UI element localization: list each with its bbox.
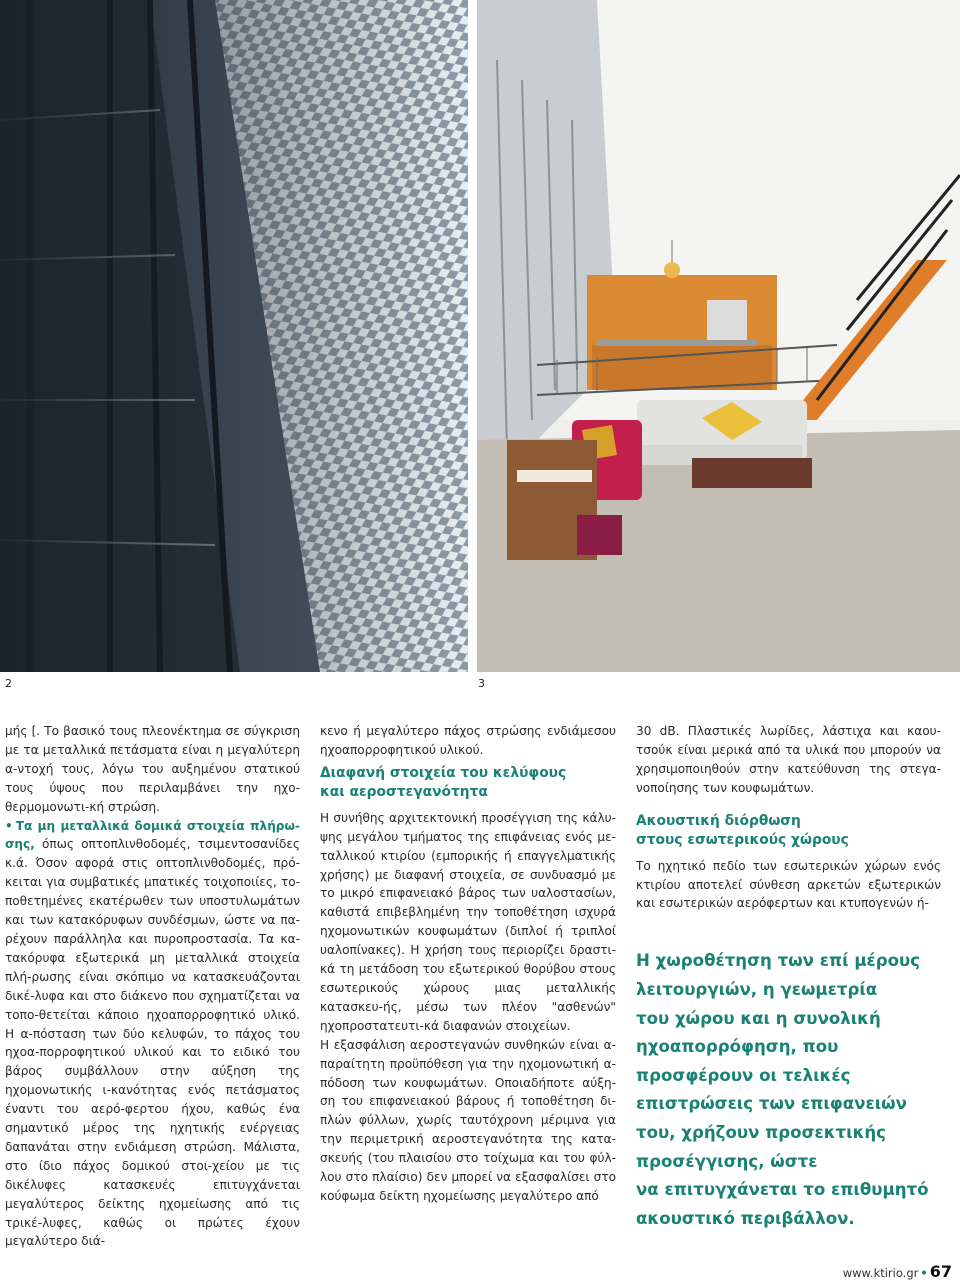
bullet-icon: • <box>920 1266 928 1280</box>
pull-quote-line: ακουστικό περιβάλλον. <box>636 1208 855 1228</box>
text-column-3 <box>636 722 941 1233</box>
bullet-heading: Τα μη μεταλλικά δομικά στοιχεία πλήρω-σης, <box>5 818 300 852</box>
pull-quote-line: ηχοαπορρόφηση, που <box>636 1037 839 1057</box>
pull-quote-line: να επιτυγχάνεται το επιθυμητό <box>636 1180 929 1200</box>
paragraph: 30 dB. Πλαστικές λωρίδες, λάστιχα και καου-τσούκ είναι μερικά από τα υλικά που μπορούν να χρησιμοποιηθούν στην κατεύθυνση της στεγα-νοποίησης των κουφωμάτων. <box>636 724 941 795</box>
text-column-2 <box>320 722 616 1206</box>
section-heading-line: στους εσωτερικούς χώρους <box>636 832 849 849</box>
photo-caption-number-2: 2 <box>5 677 12 690</box>
paragraph: Η συνήθης αρχιτεκτονική προσέγγιση της κάλυ-ψης μεγάλου τμήματος της επιφάνειας ενός με-ταλλικού κτιρίου (εμπορικής ή επαγγελματικής χρήσης) με διαφανή στοιχεία, σε συνδυασμό με το μικρό επιφανειακό βάρος των υαλοστασίων, καθιστά επιβεβλημένη την τοποθέτηση ισχυρά ηχομονωτικών κουφωμάτων (διπλοί ή τριπλοί υαλοπίνακες). Η χρήση τους περιορίζει δραστι-κά τη μετάδοση του εξωτερικού θορύβου στους εσωτερικούς χώρους μιας μεταλλικής κατασκευ-ής, μέσω των πλέον "ασθενών" ηχοπροστατευτι-κά διαφανών στοιχείων. <box>320 810 616 1033</box>
section-heading <box>320 764 616 803</box>
pull-quote-line: του, χρήζουν προσεκτικής <box>636 1122 887 1142</box>
page-number: 67 <box>929 1262 952 1281</box>
pull-quote-line: επιστρώσεις των επιφανειών <box>636 1094 907 1114</box>
bullet-body: όπως οπτοπλινθοδομές, τσιμεντοσανίδες κ.ά. Όσον αφορά στις οπτοπλινθοδομές, πρό-κειται για συμβατικές μπατικές τοιχοποιίες, το-ποθετημένες εκατέρωθεν των υποστυλωμάτων και των κατακόρυφων συνδέσμων, ώστε να πα-ρέχουν παράλληλα και πυροπροστασία. Τα κα-τακόρυφα εξωτερικά μη μεταλλικά στοιχεία πλή-ρωσης είναι σκόπιμο να κατασκευάζονται δικέ-λυφα και στο διάκενο που σχηματίζεται να τοπο-θετείται κάποιο ηχοαπορροφητικό υλικό. Η α-πόσταση των δύο κελυφών, το πάχος του ηχοα-πορροφητικού υλικού και το ειδικό του βάρος συμβάλλουν στην αύξηση της ηχομονωτικής ι-κανότητας ενός πετάσματος έναντι του αερό-φερτου ήχου, καθώς ένα σημαντικό μέρος της ηχητικής ενέργειας δαπανάται στην ενδιάμεση στρώση. Μάλιστα, στο ίδιο πάχος δομικού στοι-χείου με τις δικέλυφες κατασκευές επιτυγχάνεται μεγαλύτερος δείκτης ηχομείωσης από τις τρικέ-λυφες, καθώς οι πρώτες έχουν μεγαλύτερο διά- <box>5 837 300 1249</box>
page-footer <box>843 1262 952 1281</box>
paragraph: Η εξασφάλιση αεροστεγανών συνθηκών είναι α-παραίτητη προϋπόθεση για την ηχομονωτική α-πόδοση των κουφωμάτων. Οποιαδήποτε αύξη-ση του επιφανειακού βάρους ή τοποθέτηση δι-πλών φύλλων, χωρίς ταυτόχρονη μέριμνα για την περιμετρική αεροστεγανότητα της κατα-σκευής (του πλαισίου στο τοίχωμα και του φύλ-λου στο πλαίσιο) δεν μπορεί να εξασφαλίσει στο κούφωμα δείκτη ηχομείωσης μεγαλύτερο από <box>320 1037 616 1203</box>
bullet-paragraph <box>5 817 300 1252</box>
pull-quote-line: προσέγγισης, ώστε <box>636 1151 818 1171</box>
paragraph: Το ηχητικό πεδίο των εσωτερικών χώρων ενός κτιρίου αποτελεί σύνθεση αρκετών εξωτερικών και εσωτερικών αερόφερτων και κτυπογενών ή- <box>636 858 941 911</box>
pull-quote <box>636 947 941 1233</box>
photo-caption-number-3: 3 <box>478 677 485 690</box>
pull-quote-line: Η χωροθέτηση των επί μέρους <box>636 951 921 971</box>
facade-corridor-photo <box>0 0 468 672</box>
pull-quote-line: λειτουργιών, η γεωμετρία <box>636 979 878 999</box>
bullet-icon: • <box>5 818 13 833</box>
section-heading-line: και αεροστεγανότητα <box>320 784 488 801</box>
section-heading-line: Ακουστική διόρθωση <box>636 812 801 829</box>
pull-quote-line: προσφέρουν οι τελικές <box>636 1065 851 1085</box>
site-url: www.ktirio.gr <box>842 1266 919 1280</box>
section-heading <box>636 812 941 851</box>
loft-interior-photo <box>477 0 960 672</box>
paragraph: μής [. Το βασικό τους πλεονέκτημα σε σύγκριση με τα μεταλλικά πετάσματα είναι η μεγαλύτερη α-ντοχή τους, λόγω του αυξημένου στατικού τους ύψους που περιλαμβάνει την ηχο-θερμομονωτι-κή στρώση. <box>5 724 300 814</box>
section-heading-line: Διαφανή στοιχεία του κελύφους <box>320 764 567 781</box>
pull-quote-line: του χώρου και η συνολική <box>636 1008 881 1028</box>
text-column-1 <box>5 722 300 1251</box>
paragraph: κενο ή μεγαλύτερο πάχος στρώσης ενδιάμεσου ηχοαπορροφητικού υλικού. <box>320 724 616 757</box>
